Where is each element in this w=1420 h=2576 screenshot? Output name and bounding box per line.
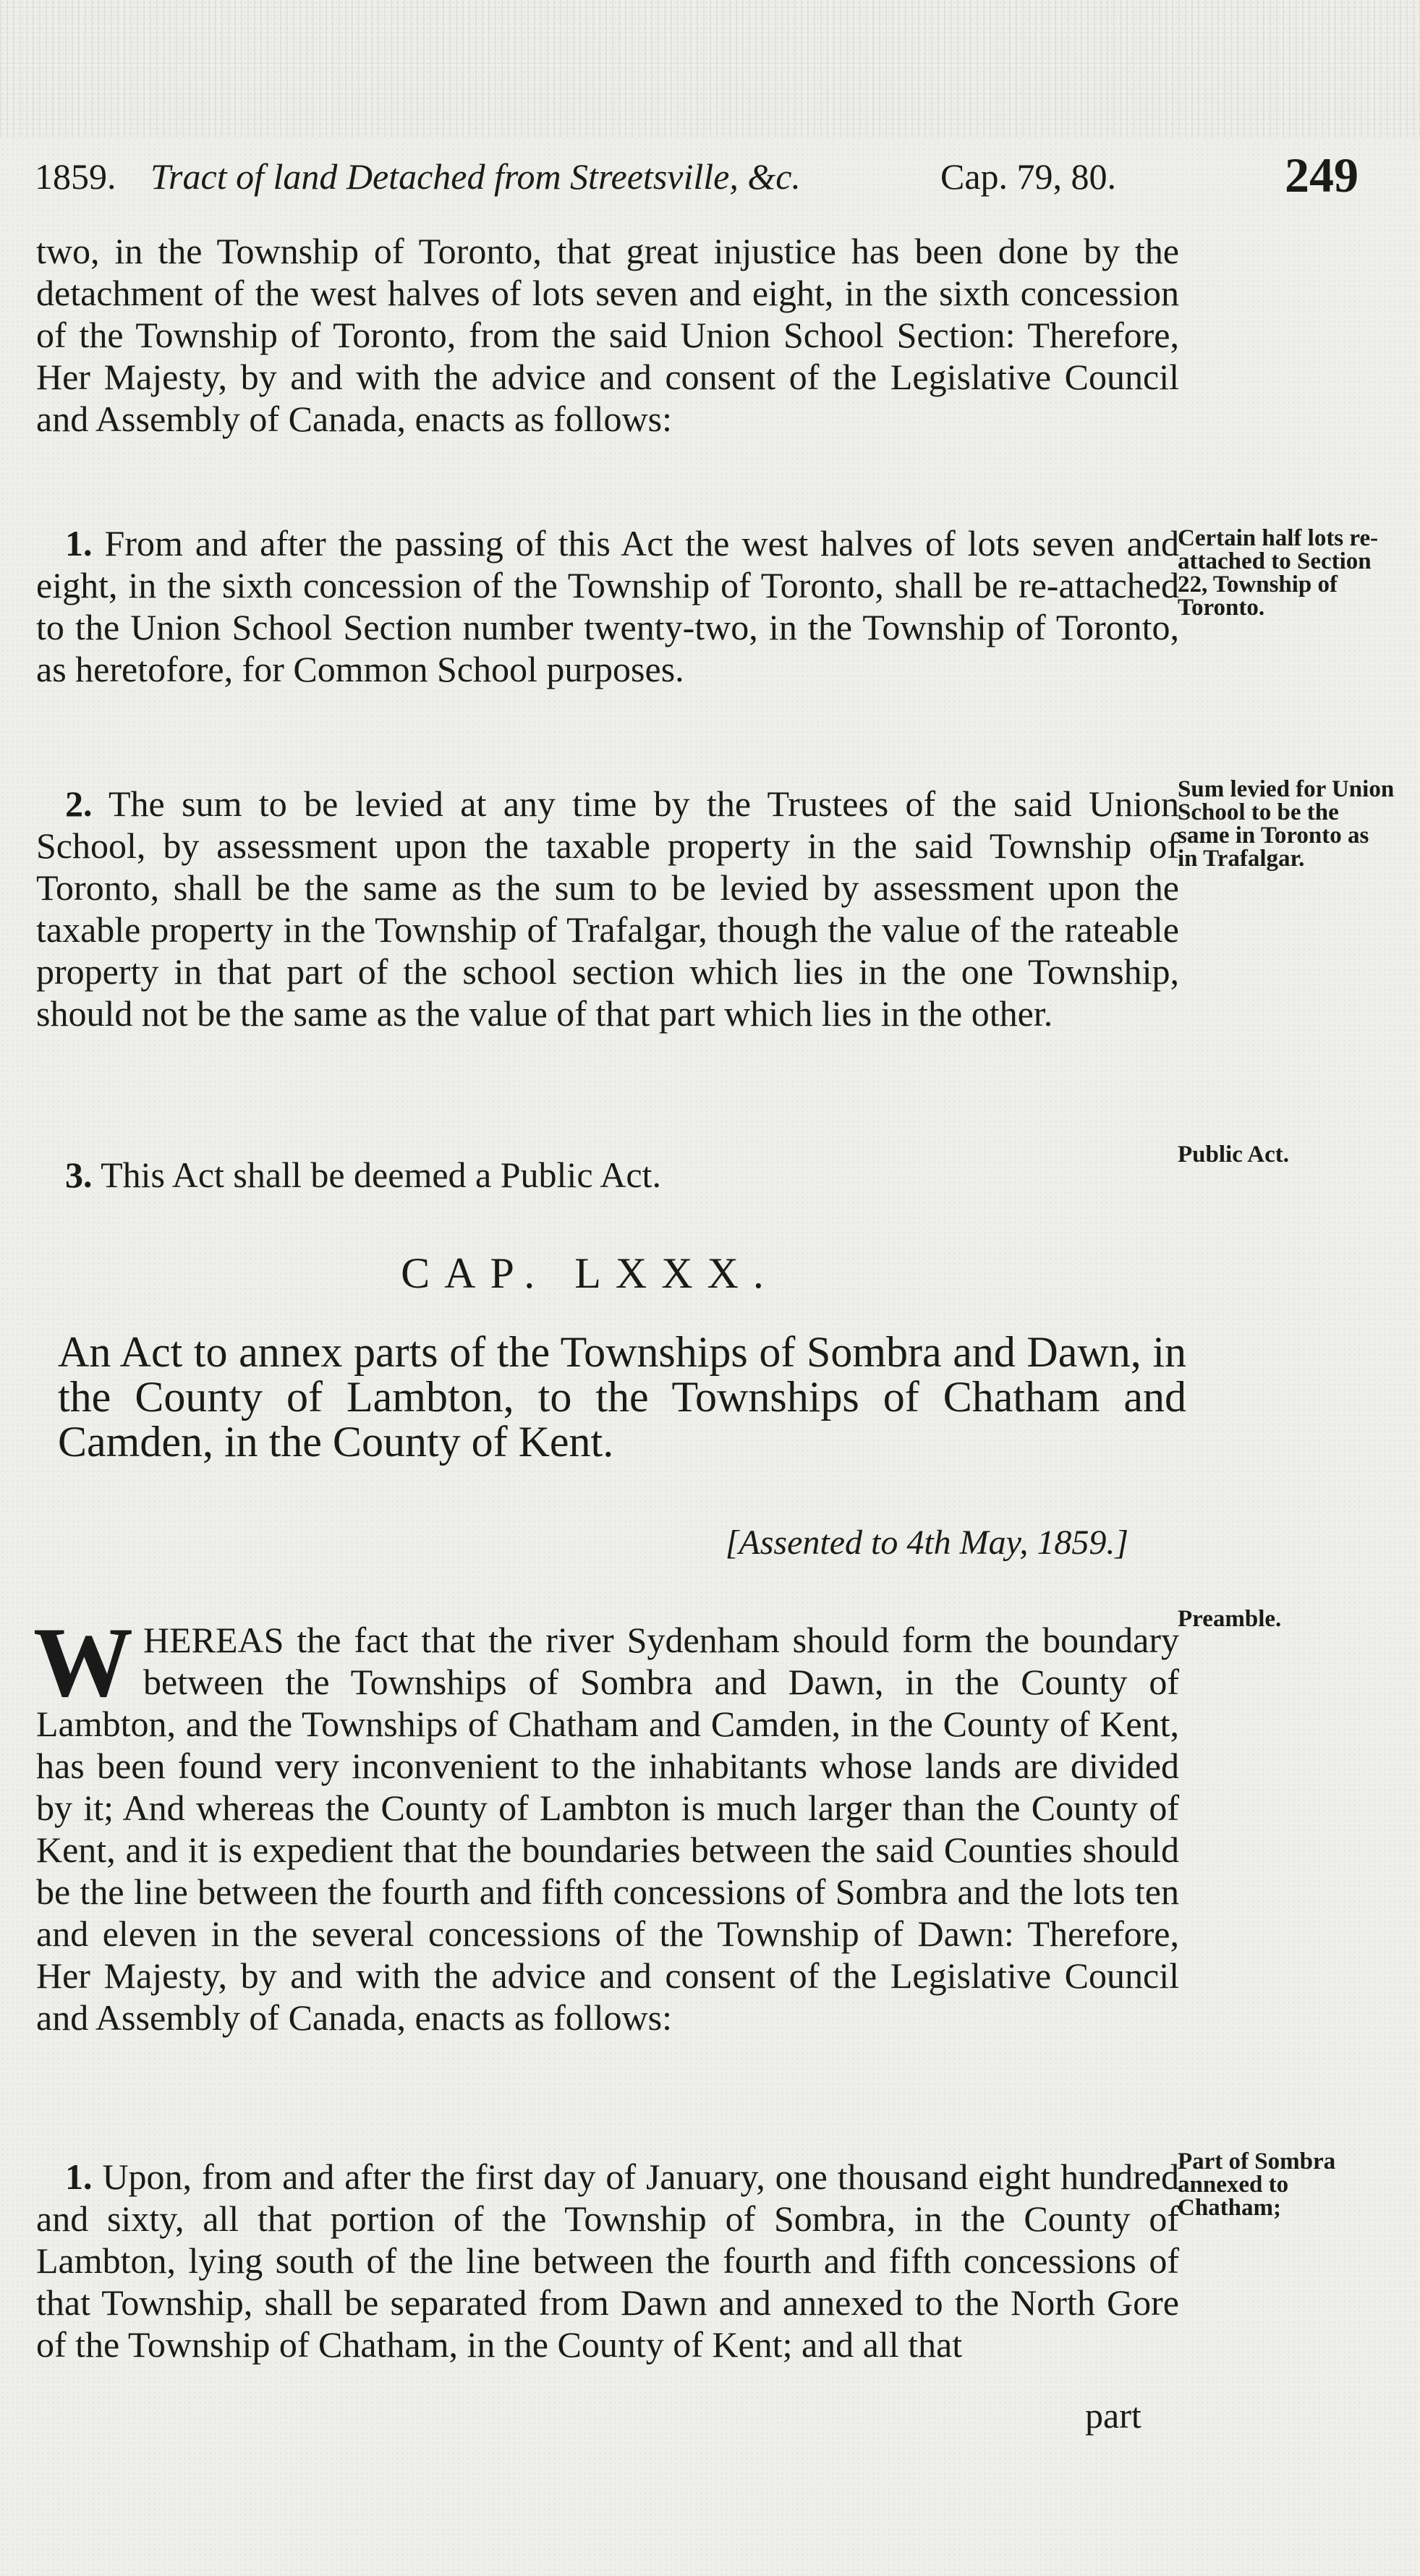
assent-date: [Assented to 4th May, 1859.] bbox=[725, 1523, 1128, 1562]
chapter-title: CAP. LXXX. bbox=[401, 1249, 778, 1297]
running-header bbox=[35, 141, 1359, 203]
marginal-note-section-1-cap80: Part of Sombra annexed to Chatham; bbox=[1178, 2148, 1336, 2221]
catchword: part bbox=[1085, 2395, 1141, 2436]
section-number: 2. bbox=[65, 783, 93, 824]
marginal-note-section-1: Certain half lots re-attached to Section 22, Township of Toronto. bbox=[1178, 525, 1379, 621]
section-text: From and after the passing of this Act the west halves of lots seven and eight, in the sixth concession of the Township of Toronto, shall be re-attached to the Union School Section number twenty-two, in the Township of Toronto, as heretofore, for Common School purposes. bbox=[36, 523, 1179, 689]
preamble bbox=[33, 1607, 1179, 2039]
marginal-note-preamble: Preamble. bbox=[1178, 1606, 1282, 1632]
preamble-text: HEREAS the fact that the river Sydenham should form the boundary between the Townships of Sombra and Dawn, in the County of Lambton, and the Townships of Chatham and Camden, in the County of Kent, has been found very inconvenient to the inhabitants whose lands are divided by it; And whereas the County of Lambton is much larger than the County of Kent, and it is expedient that the boundaries between the said Counties should be the line between the fourth and fifth concessions of Sombra and the lots ten and eleven in the several concessions of the Township of Dawn: Therefore, Her Majesty, by and with the advice and consent of the Legislative Council and Assembly of Canada, enacts as follows: bbox=[36, 1620, 1179, 2038]
marginal-note-section-3: Public Act. bbox=[1178, 1142, 1289, 1168]
scan-noise-band bbox=[0, 0, 1420, 137]
section-number: 1. bbox=[65, 2156, 93, 2197]
section-1-cap80 bbox=[36, 2156, 1179, 2365]
section-number: 3. bbox=[65, 1155, 93, 1195]
drop-cap: W bbox=[33, 1607, 133, 1717]
header-title: Tract of land Detached from Streetsville, &c. bbox=[150, 156, 801, 197]
section-text: Upon, from and after the first day of January, one thousand eight hundred and sixty, all that portion of the Township of Sombra, in the County of Lambton, lying south of the line between the fourth and fifth concessions of that Township, shall be separated from Dawn and annexed to the North Gore of the Township of Chatham, in the County of Kent; and all that bbox=[36, 2156, 1179, 2365]
header-year: 1859. bbox=[35, 156, 116, 197]
section-2-cap79 bbox=[36, 783, 1179, 1034]
section-1-cap79 bbox=[36, 522, 1179, 690]
marginal-note-section-2: Sum levied for Union School to be the same in Toronto as in Trafalgar. bbox=[1178, 776, 1395, 872]
section-number: 1. bbox=[65, 523, 93, 564]
opening-paragraph-text: two, in the Township of Toronto, that great injustice has been done by the detachment of the west halves of lots seven and eight, in the sixth concession of the Township of Toronto, from the said Union School Section: Therefore, Her Majesty, by and with the advice and consent of the Legislative Council and Assembly of Canada, enacts as follows: bbox=[36, 231, 1179, 439]
page-number: 249 bbox=[1285, 148, 1359, 203]
act-title: An Act to annex parts of the Townships of Sombra and Dawn, in the County of Lambton, to the Townships of Chatham and Camden, in the County of Kent. bbox=[58, 1328, 1186, 1466]
opening-paragraph bbox=[36, 230, 1179, 440]
section-text: This Act shall be deemed a Public Act. bbox=[101, 1155, 661, 1195]
section-3-cap79 bbox=[36, 1154, 1179, 1196]
section-text: The sum to be levied at any time by the Trustees of the said Union School, by assessment upon the taxable property in the said Township of Toronto, shall be the same as the sum to be levied by assessment upon the taxable property in the Township of Trafalgar, though the value of the rateable property in that part of the school section which lies in the one Township, should not be the same as the value of that part which lies in the other. bbox=[36, 783, 1179, 1034]
header-chapter: Cap. 79, 80. bbox=[940, 156, 1117, 197]
